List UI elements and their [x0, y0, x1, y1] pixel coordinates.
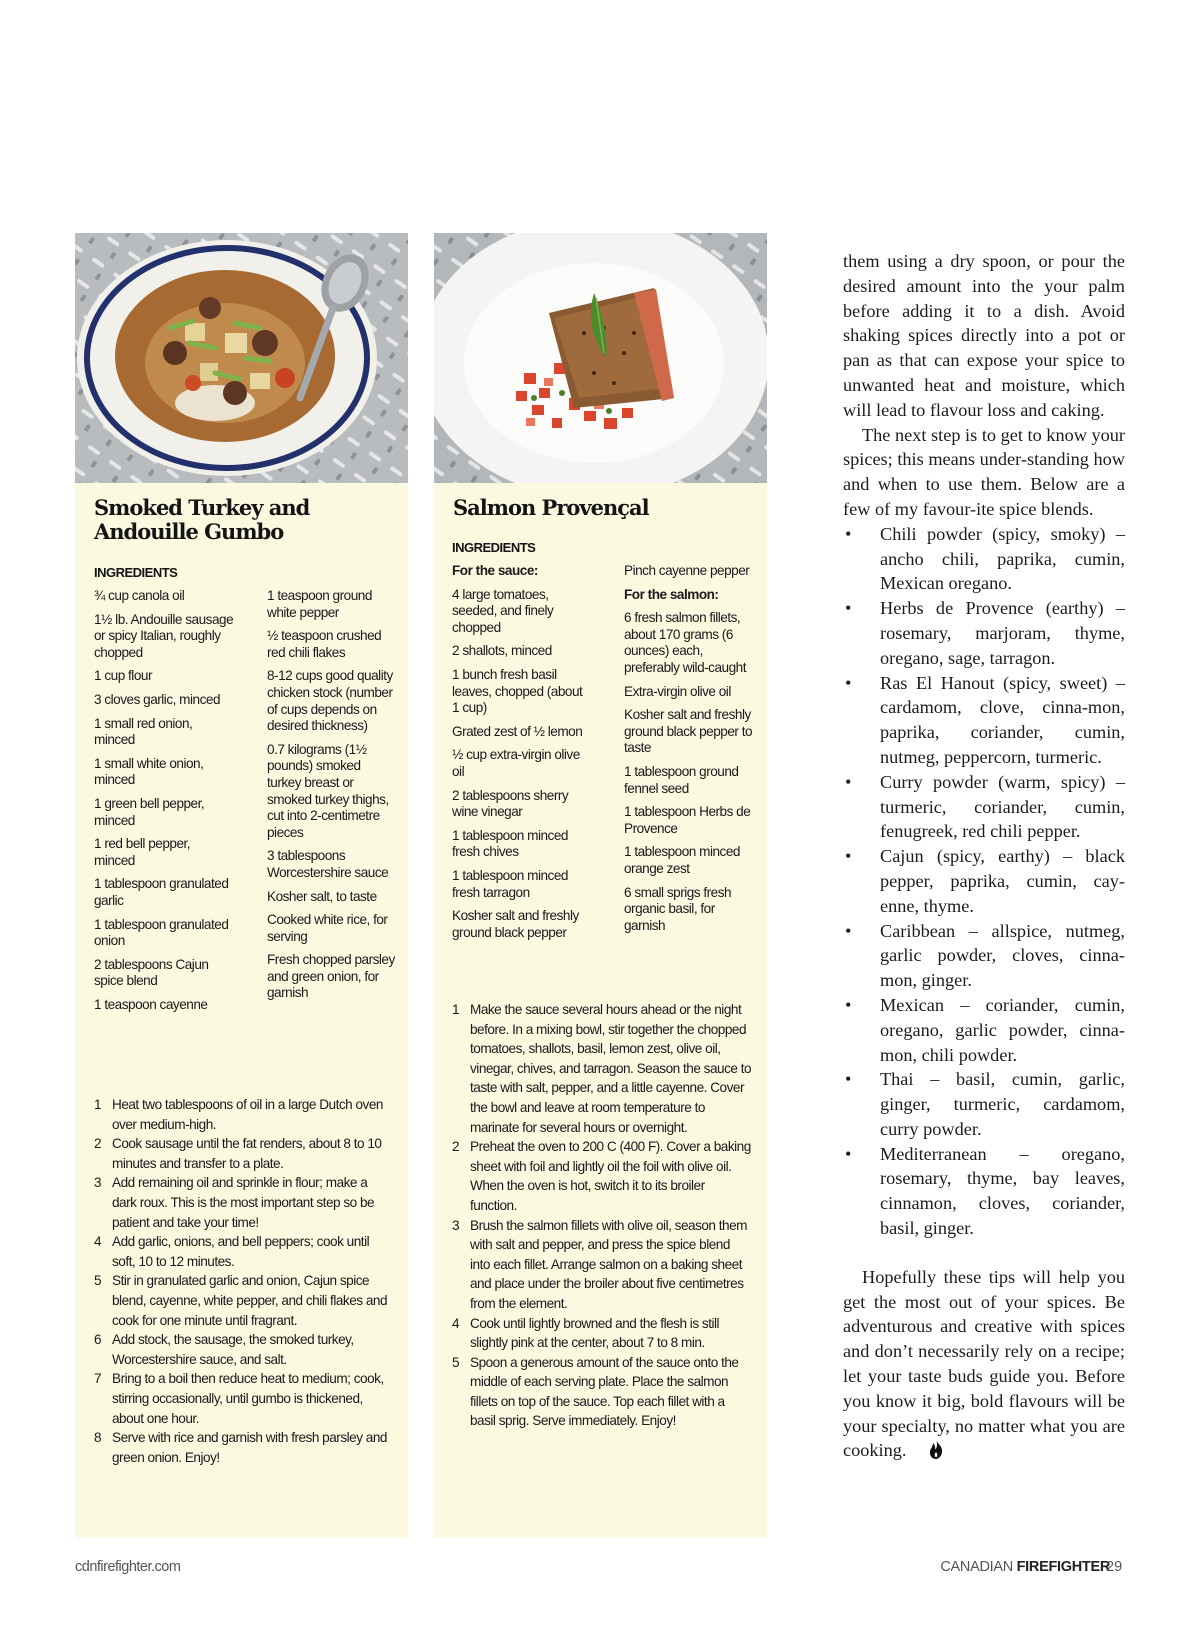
ingredient-item: 6 small sprigs fresh organic basil, for garnish — [624, 884, 732, 933]
ingredient-item: 1 small white onion, minced — [94, 755, 204, 788]
ingredient-item: 1½ lb. Andouille sausage or spicy Italian, roughly chopped — [94, 611, 234, 660]
list-item — [843, 596, 1125, 670]
ingredient-item: 1 green bell pepper, minced — [94, 795, 205, 828]
ingredient-item: 0.7 kilograms (1½ pounds) smoked turkey breast or smoked turkey thighs, cut into 2-centimetre pieces — [267, 741, 389, 840]
step-number: 4 — [452, 1315, 460, 1331]
bullet: • — [845, 994, 852, 1015]
list-item-text: Curry powder (warm, spicy) – turmeric, coriander, cumin, fenugreek, red chili pepper. — [880, 771, 1125, 842]
ingredient-item: Extra-virgin olive oil — [624, 683, 731, 699]
bullet: • — [845, 1143, 852, 1164]
step-item — [94, 1095, 392, 1134]
magazine-name-light: CANADIAN — [940, 1559, 1013, 1575]
step-text: Add garlic, onions, and bell peppers; cook until soft, 10 to 12 minutes. — [112, 1234, 370, 1269]
step-number: 5 — [452, 1354, 460, 1370]
list-item-text: Ras El Hanout (spicy, sweet) – cardamom, clove, cinna-mon, paprika, coriander, cumin, nutmeg, peppercorn, turmeric. — [880, 672, 1125, 767]
ingredient-item: 2 tablespoons sherry wine vinegar — [452, 787, 569, 820]
ingredient-item: 3 cloves garlic, minced — [94, 691, 221, 707]
ingredient-item: ½ teaspoon crushed red chili flakes — [267, 628, 382, 660]
article-paragraph: them using a dry spoon, or pour the desired amount into the your palm before adding it to a dish. Avoid shaking spices directly into a pot or pan as that can expose your spice to unwanted heat and moisture, which will lead to flavour loss and caking. — [843, 251, 1125, 420]
salmon-photo — [434, 233, 767, 483]
ingredient-item: ¾ cup canola oil — [94, 588, 185, 603]
ingredient-item: Grated zest of ½ lemon — [452, 723, 583, 739]
list-item-text: Mediterranean – oregano, rosemary, thyme, bay leaves, cinnamon, cloves, coriander, basil, ginger. — [880, 1143, 1125, 1239]
page-number: 29 — [1106, 1559, 1123, 1575]
step-item — [94, 1173, 392, 1232]
ingredient-item: Kosher salt and freshly ground black pepper to taste — [624, 707, 753, 756]
step-text: Cook until lightly browned and the flesh is still slightly pink at the center, about 7 to 8 min. — [470, 1315, 720, 1351]
subheading-sauce: For the sauce: — [452, 563, 538, 578]
bullet: • — [845, 598, 852, 619]
ingredient-item: 3 tablespoons Worcestershire sauce — [267, 848, 389, 880]
bullet: • — [845, 1069, 852, 1090]
step-text: Serve with rice and garnish with fresh parsley and green onion. Enjoy! — [112, 1430, 387, 1465]
list-item-text: Cajun (spicy, earthy) – black pepper, paprika, cumin, cay-enne, thyme. — [880, 846, 1125, 916]
footer-website: cdnfirefighter.com — [75, 1559, 181, 1575]
ingredient-item: 1 small red onion, minced — [94, 715, 193, 748]
step-text: Spoon a generous amount of the sauce onto the middle of each serving plate. Place the salmon fillets on top of the sauce. Top each fillet with a basil sprig. Serve immediately. Enjoy! — [470, 1354, 739, 1429]
step-text: Make the sauce several hours ahead or the night before. In a mixing bowl, stir together the chopped tomatoes, shallots, basil, lemon zest, olive oil, vinegar, chives, and tarragon. Season the sauce to taste with salt, pepper, and a little cayenne. Cover the bowl and leave at room temperature to marinate for several hours or overnight. — [470, 1002, 752, 1135]
step-number: 3 — [94, 1175, 102, 1191]
list-item-text: Chili powder (spicy, smoky) – ancho chili, paprika, cumin, Mexican oregano. — [880, 523, 1125, 594]
ingredients-heading: INGREDIENTS — [94, 565, 178, 580]
step-item — [94, 1134, 392, 1173]
step-item — [94, 1232, 392, 1271]
ingredient-item: 4 large tomatoes, seeded, and finely chopped — [452, 586, 554, 635]
ingredients-column-1 — [94, 588, 234, 1020]
step-number: 4 — [94, 1234, 102, 1250]
step-item — [94, 1271, 392, 1330]
step-item — [94, 1428, 392, 1467]
bullet: • — [845, 672, 852, 693]
list-item — [843, 1142, 1125, 1241]
ingredient-item: 1 cup flour — [94, 668, 152, 684]
ingredient-item: 1 tablespoon Herbs de Provence — [624, 804, 751, 836]
list-item — [843, 770, 1125, 844]
step-number: 1 — [94, 1097, 102, 1112]
ingredient-item: 1 teaspoon cayenne — [94, 996, 208, 1012]
article-paragraph — [843, 1265, 1125, 1466]
subheading-salmon: For the salmon: — [624, 586, 719, 602]
list-item — [843, 671, 1125, 770]
step-item — [452, 1314, 752, 1353]
step-number: 8 — [94, 1430, 102, 1446]
article-paragraph: The next step is to get to know your spices; this means under-standing how and when to use them. Below are a few of my favour-ite spice blends. — [843, 424, 1126, 519]
ingredient-item: 1 teaspoon ground white pepper — [267, 588, 372, 620]
step-number: 6 — [94, 1332, 102, 1348]
list-item — [843, 993, 1125, 1067]
bullet: • — [845, 920, 852, 941]
ingredient-item: Kosher salt, to taste — [267, 888, 377, 904]
ingredient-item: 1 tablespoon granulated garlic — [94, 876, 229, 908]
bullet: • — [845, 771, 852, 792]
method-steps — [94, 1095, 392, 1467]
ingredient-item: 1 tablespoon minced fresh chives — [452, 827, 568, 860]
list-item — [843, 1067, 1125, 1141]
step-item — [452, 1216, 752, 1314]
step-text: Brush the salmon fillets with olive oil, season them with salt and pepper, and press the spice blend into each fillet. Arrange salmon on a baking sheet and place under the broiler about five centimetres from the element. — [470, 1217, 747, 1311]
list-item — [843, 844, 1125, 918]
step-number: 2 — [94, 1136, 102, 1152]
bullet: • — [845, 523, 852, 544]
flame-icon — [909, 1439, 944, 1466]
step-text: Stir in granulated garlic and onion, Cajun spice blend, cayenne, white pepper, and chili flakes and cook for one minute until fragrant. — [112, 1273, 388, 1328]
step-number: 1 — [452, 1002, 460, 1017]
gumbo-photo — [75, 233, 408, 483]
recipe-title: Salmon Provençal — [453, 495, 649, 520]
step-number: 7 — [94, 1371, 102, 1387]
list-item-text: Caribbean – allspice, nutmeg, garlic powder, cloves, cinna-mon, ginger. — [880, 920, 1125, 991]
ingredient-item: 2 shallots, minced — [452, 643, 552, 659]
ingredient-item: 1 bunch fresh basil leaves, chopped (about 1 cup) — [452, 666, 583, 716]
step-number: 2 — [452, 1139, 460, 1155]
step-item — [94, 1369, 392, 1428]
ingredient-item: 8-12 cups good quality chicken stock (number of cups depends on desired thickness) — [267, 668, 393, 734]
ingredient-item: Cooked white rice, for serving — [267, 912, 388, 944]
ingredients-column-2 — [267, 588, 397, 1009]
method-steps — [452, 1000, 752, 1431]
recipe-card-gumbo — [75, 233, 408, 1538]
recipe-title: Smoked Turkey and Andouille Gumbo — [94, 495, 310, 544]
list-item — [843, 522, 1125, 596]
step-item — [94, 1330, 392, 1369]
ingredients-column-1 — [452, 563, 592, 948]
list-item-text: Mexican – coriander, cumin, oregano, garlic powder, cinna-mon, chili powder. — [880, 994, 1125, 1065]
ingredient-item: 1 tablespoon minced fresh tarragon — [452, 867, 568, 900]
step-item — [452, 1353, 752, 1431]
ingredients-column-2 — [624, 563, 759, 941]
ingredient-item: 6 fresh salmon fillets, about 170 grams (6 ounces) each, preferably wild-caught — [624, 610, 746, 675]
ingredient-item: Fresh chopped parsley and green onion, for garnish — [267, 952, 395, 1001]
ingredient-item: 1 tablespoon minced orange zest — [624, 844, 740, 876]
ingredient-item: Pinch cayenne pepper — [624, 563, 750, 578]
step-number: 5 — [94, 1273, 102, 1289]
step-text: Cook sausage until the fat renders, about 8 to 10 minutes and transfer to a plate. — [112, 1136, 382, 1171]
footer-magazine-name — [940, 1559, 1110, 1575]
list-item-text: Thai – basil, cumin, garlic, ginger, turmeric, cardamom, curry powder. — [880, 1069, 1125, 1139]
step-text: Add remaining oil and sprinkle in flour; make a dark roux. This is the most important step so be patient and take your time! — [112, 1175, 375, 1230]
ingredient-item: Kosher salt and freshly ground black pepper — [452, 908, 579, 940]
magazine-name-bold: FIREFIGHTER — [1016, 1559, 1110, 1575]
ingredient-item: 1 tablespoon granulated onion — [94, 916, 229, 949]
list-item — [843, 919, 1125, 993]
spice-blend-list — [843, 522, 1125, 1241]
step-item — [452, 1000, 752, 1137]
bullet: • — [845, 846, 852, 867]
list-item-text: Herbs de Provence (earthy) – rosemary, marjoram, thyme, oregano, sage, tarragon. — [880, 598, 1125, 668]
step-text: Add stock, the sausage, the smoked turkey, Worcestershire sauce, and salt. — [112, 1332, 354, 1367]
recipe-card-salmon — [434, 233, 767, 1538]
step-number: 3 — [452, 1217, 460, 1233]
closing-text: Hopefully these tips will help you get the most out of your spices. Be adventurous and creative with spices and don’t necessarily rely on a recipe; let your taste buds guide you. Before you know it big, bold flavours will be your specialty, no matter what you are cooking. — [843, 1266, 1125, 1461]
ingredient-item: 2 tablespoons Cajun spice blend — [94, 956, 209, 989]
article-column — [843, 249, 1125, 1466]
step-text: Bring to a boil then reduce heat to medium; cook, stirring occasionally, until gumbo is thickened, about one hour. — [112, 1371, 384, 1426]
ingredient-item: 1 red bell pepper, minced — [94, 836, 191, 868]
step-text: Heat two tablespoons of oil in a large Dutch oven over medium-high. — [112, 1097, 383, 1132]
ingredient-item: 1 tablespoon ground fennel seed — [624, 763, 739, 796]
step-text: Preheat the oven to 200 C (400 F). Cover a baking sheet with foil and lightly oil the foil with olive oil. When the oven is hot, switch it to its broiler function. — [470, 1139, 751, 1213]
ingredient-item: ½ cup extra-virgin olive oil — [452, 747, 580, 779]
step-item — [452, 1137, 752, 1215]
ingredients-heading: INGREDIENTS — [452, 540, 536, 555]
